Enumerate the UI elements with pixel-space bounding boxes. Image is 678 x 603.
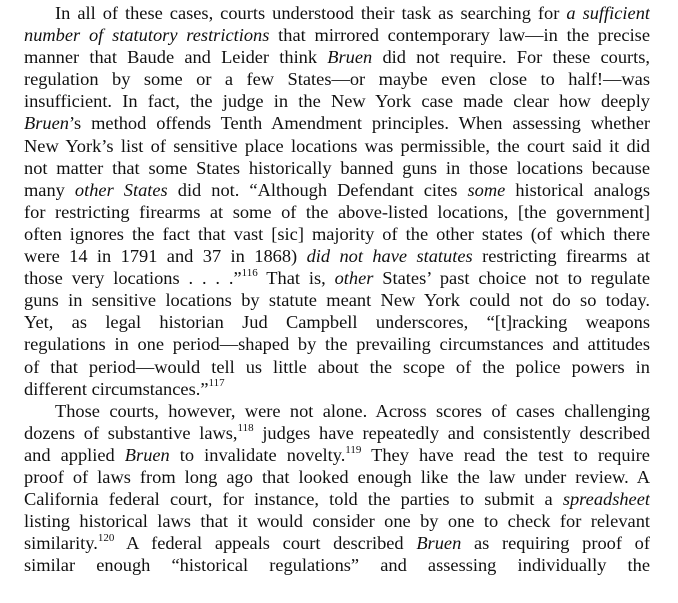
text-segment: not matter that some States historically banned guns in those locations because	[24, 157, 650, 178]
italic-text: did not have statutes	[306, 246, 473, 267]
footnote-marker: 119	[345, 443, 362, 456]
text-line	[24, 90, 650, 112]
text-segment: regulations in one period—shaped by the prevailing circumstances and attitudes	[24, 334, 650, 355]
footnote-marker: 117	[208, 377, 225, 390]
text-line	[24, 311, 650, 333]
text-line	[24, 333, 650, 355]
text-segment: did not require. For these courts,	[372, 47, 650, 68]
footnote-marker: 118	[237, 421, 254, 434]
text-line	[24, 356, 650, 378]
text-line	[24, 554, 650, 576]
paragraph-1	[24, 2, 650, 400]
text-segment: In all of these cases, courts understood their task as searching for	[55, 3, 567, 23]
text-segment: New York’s list of sensitive place locations was permissible, the court said it did	[24, 135, 650, 156]
text-line	[24, 223, 650, 245]
italic-text: Bruen	[124, 444, 170, 465]
text-line	[24, 444, 650, 466]
text-segment: That is,	[257, 268, 335, 289]
text-line	[24, 2, 650, 24]
text-line	[24, 135, 650, 157]
italic-text: other States	[74, 179, 168, 200]
italic-text: other	[334, 268, 374, 289]
italic-text: number of statutory restrictions	[24, 25, 270, 46]
text-segment: similar enough “historical regulations” and assessing individually the	[24, 555, 650, 576]
footnote-marker: 120	[97, 532, 115, 545]
text-segment: historical analogs	[505, 179, 650, 200]
text-line	[24, 289, 650, 311]
text-segment: listing historical laws that it would consider one by one to check for relevant	[24, 511, 650, 532]
text-segment: many	[24, 179, 75, 200]
text-segment: to invalidate novelty.	[169, 444, 346, 465]
text-segment: States’ past choice not to regulate	[373, 268, 650, 289]
text-segment: of that period—would tell us little about the scope of the police powers in	[24, 356, 650, 377]
text-line	[24, 510, 650, 532]
text-segment: similarity.	[24, 533, 98, 554]
text-segment: judges have repeatedly and consistently described	[253, 422, 650, 443]
text-segment: manner that Baude and Leider think	[24, 47, 328, 68]
text-segment: dozens of substantive laws,	[24, 422, 238, 443]
italic-text: Bruen	[416, 533, 462, 554]
italic-text: Bruen	[327, 47, 373, 68]
paragraph-2	[24, 400, 650, 577]
document-page	[24, 2, 650, 576]
text-segment: They have read the test to require	[361, 444, 650, 465]
text-segment: those very locations . . . .”	[24, 268, 242, 289]
text-segment: insufficient. In fact, the judge in the New York case made clear how deeply	[24, 91, 650, 112]
text-segment: different circumstances.”	[24, 378, 209, 399]
text-line	[24, 466, 650, 488]
text-line	[24, 68, 650, 90]
text-segment: were 14 in 1791 and 37 in 1868)	[24, 246, 307, 267]
text-segment: Those courts, however, were not alone. Across scores of cases challenging	[55, 400, 650, 421]
text-line	[24, 112, 650, 134]
text-line	[24, 267, 650, 289]
text-segment: restricting firearms at	[472, 246, 650, 267]
text-segment: did not. “Although Defendant cites	[167, 179, 468, 200]
text-line	[24, 378, 650, 400]
text-line	[24, 157, 650, 179]
text-line	[24, 24, 650, 46]
text-line	[24, 488, 650, 510]
footnote-marker: 116	[241, 267, 258, 279]
text-segment: guns in sensitive locations by statute meant New York could not do so today.	[24, 290, 650, 311]
text-segment: often ignores the fact that vast [sic] majority of the other states (of which there	[24, 223, 650, 244]
text-line	[24, 400, 650, 422]
text-segment: that mirrored contemporary law—in the precise	[269, 25, 650, 46]
text-segment: as requiring proof of	[461, 533, 650, 554]
text-segment: regulation by some or a few States—or maybe even close to half!—was	[24, 69, 650, 90]
italic-text: Bruen	[24, 113, 69, 134]
text-segment: Yet, as legal historian Jud Campbell underscores, “[t]racking weapons	[24, 312, 650, 333]
italic-text: a sufficient	[566, 3, 650, 23]
text-segment: for restricting firearms at some of the above-listed locations, [the government]	[24, 201, 650, 222]
text-line	[24, 201, 650, 223]
text-segment: and applied	[24, 444, 125, 465]
text-line	[24, 532, 650, 554]
text-line	[24, 179, 650, 201]
italic-text: some	[467, 179, 506, 200]
text-line	[24, 422, 650, 444]
text-segment: California federal court, for instance, told the parties to submit a	[24, 489, 563, 510]
text-segment: ’s method offends Tenth Amendment principles. When assessing whether	[68, 113, 650, 134]
text-line	[24, 245, 650, 267]
text-line	[24, 46, 650, 68]
italic-text: spreadsheet	[562, 489, 650, 510]
text-segment: A federal appeals court described	[114, 533, 417, 554]
text-segment: proof of laws from long ago that looked enough like the law under review. A	[24, 466, 650, 487]
